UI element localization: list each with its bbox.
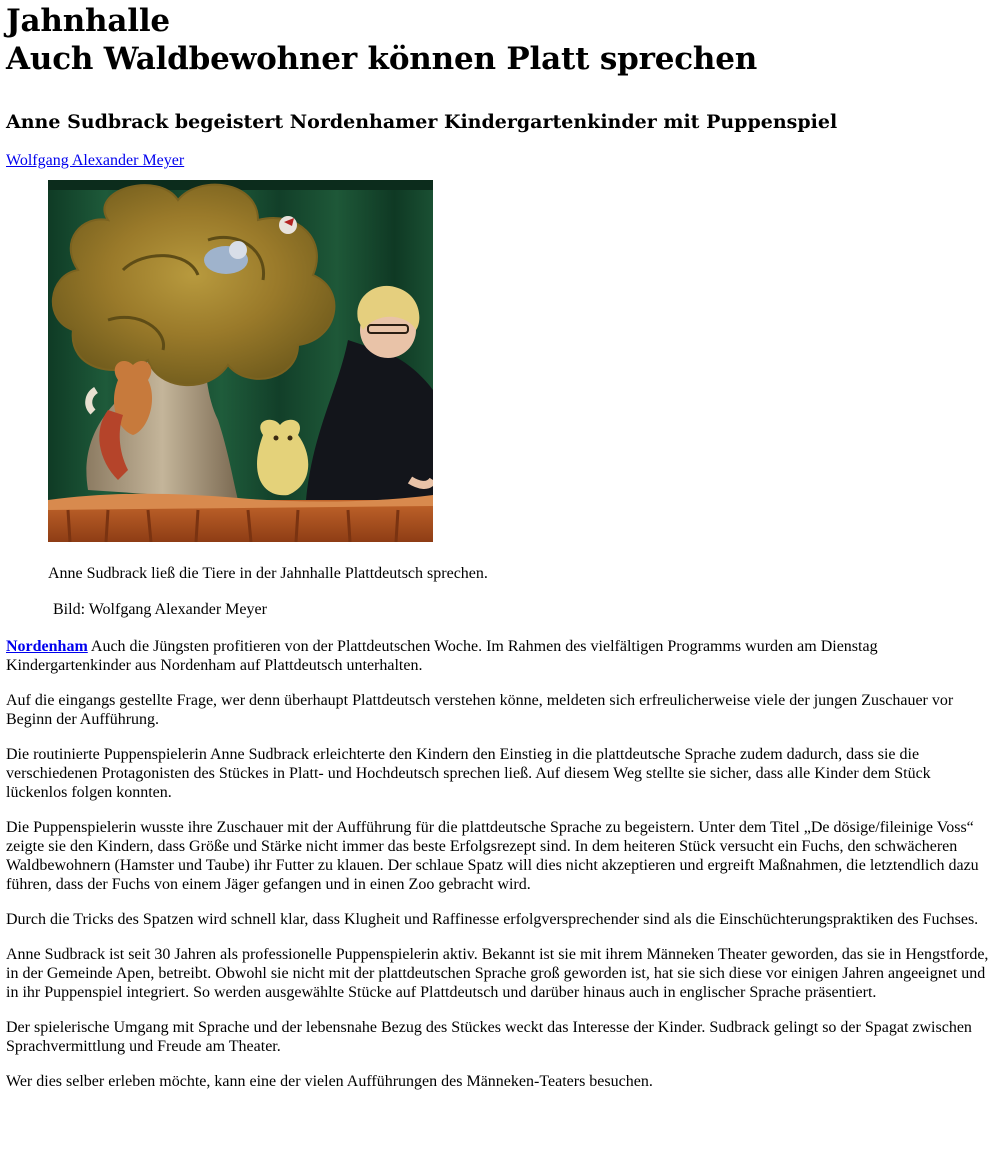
author-link[interactable]: Wolfgang Alexander Meyer [6,152,185,169]
article-paragraph: Der spielerische Umgang mit Sprache und der lebensnahe Bezug des Stückes weckt das Interesse der Kinder. Sudbrack gelingt so der Spagat zwischen Sprachvermittlung und Freude am Theater. [6,1019,972,1055]
puppet-show-photo [48,180,433,542]
headline-title: Auch Waldbewohner können Platt sprechen [6,41,758,77]
lead-paragraph [6,637,992,675]
article-paragraph: Anne Sudbrack ist seit 30 Jahren als professionelle Puppenspielerin aktiv. Bekannt ist sie mit ihrem Männeken Theater geworden, das sie in Hengstforde, in der Gemeinde Apen, betreibt. Obwohl sie nicht mit der plattdeutschen Sprache groß geworden ist, hat sie sich diese vor einigen Jahren angeeignet und in ihr Puppenspiel integriert. So werden ausgewählte Stücke auf Plattdeutsch und darüber hinaus auch in englischer Sprache präsentiert. [6,946,989,1001]
article-figure [48,180,992,620]
dateline-link[interactable]: Nordenham [6,638,88,655]
byline [6,151,992,171]
subheadline: Anne Sudbrack begeistert Nordenhamer Kindergartenkinder mit Puppenspiel [6,111,838,133]
headline-kicker: Jahnhalle [6,3,170,39]
article-paragraph: Auf die eingangs gestellte Frage, wer denn überhaupt Plattdeutsch verstehen könne, meldeten sich erfreulicherweise viele der jungen Zuschauer vor Beginn der Aufführung. [6,692,954,728]
article-paragraph: Durch die Tricks des Spatzen wird schnell klar, dass Klugheit und Raffinesse erfolgversprechender sind als die Einschüchterungspraktiken des Fuchses. [6,911,979,928]
lead-text: Auch die Jüngsten profitieren von der Plattdeutschen Woche. Im Rahmen des vielfältigen Programms wurden am Dienstag Kindergartenkinder aus Nordenham auf Plattdeutsch unterhalten. [6,638,878,674]
photo-credit: Bild: Wolfgang Alexander Meyer [53,601,267,618]
article-body [6,637,992,1091]
headline [6,0,992,78]
article-paragraph: Die routinierte Puppenspielerin Anne Sudbrack erleichterte den Kindern den Einstieg in die plattdeutsche Sprache zudem dadurch, dass sie die verschiedenen Protagonisten des Stückes in Platt- und Hochdeutsch sprechen ließ. Auf diesem Weg stellte sie sicher, dass alle Kinder dem Stück lückenlos folgen konnten. [6,746,931,801]
article-paragraph: Wer dies selber erleben möchte, kann eine der vielen Aufführungen des Männeken-Teaters besuchen. [6,1073,653,1090]
figure-caption: Anne Sudbrack ließ die Tiere in der Jahnhalle Plattdeutsch sprechen. [48,565,488,582]
article-paragraph: Die Puppenspielerin wusste ihre Zuschauer mit der Aufführung für die plattdeutsche Sprache zu begeistern. Unter dem Titel „De dösige/fileinige Voss“ zeigte sie den Kindern, dass Größe und Stärke nicht immer das beste Erfolgsrezept sind. In dem heiteren Stück versucht ein Fuchs, den schwächeren Waldbewohnern (Hamster und Taube) ihr Futter zu klauen. Der schlaue Spatz will dies nicht akzeptieren und ergreift Maßnahmen, die letztendlich dazu führen, dass der Fuchs von einem Jäger gefangen und in einen Zoo gebracht wird. [6,819,979,893]
